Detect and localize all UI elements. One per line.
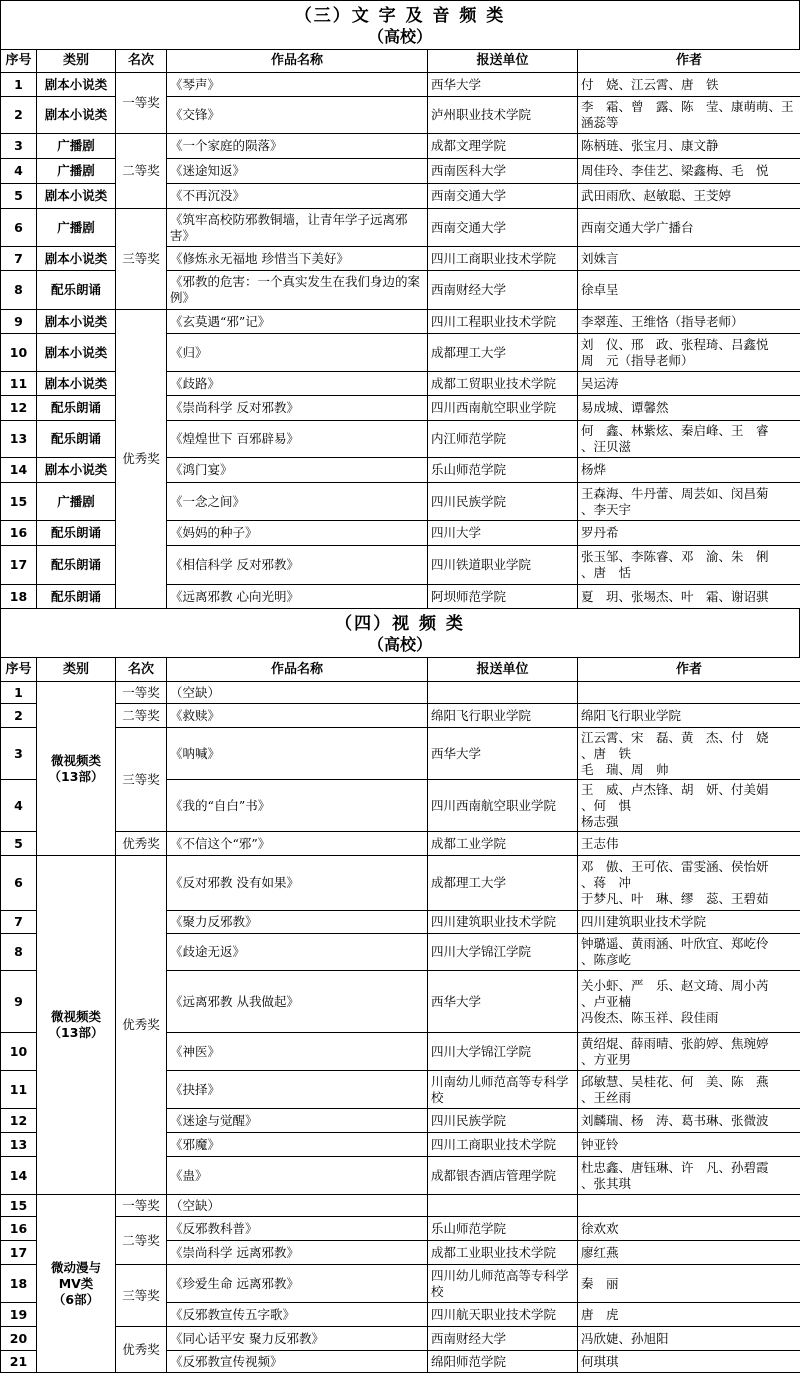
row-work: 《神医》 <box>167 1033 428 1071</box>
row-author: 杨烨 <box>578 458 800 483</box>
award-cell: 一等奖 <box>116 73 167 134</box>
row-unit: 泸州职业技术学院 <box>428 97 578 134</box>
row-work: 《救赎》 <box>167 704 428 728</box>
category-group-cell: 微动漫与 MV类 （6部） <box>37 1195 116 1373</box>
row-unit: 四川民族学院 <box>428 1109 578 1133</box>
row-number: 1 <box>1 73 37 97</box>
row-author: 夏 玥、张埸杰、叶 霜、谢诏骐 <box>578 585 800 609</box>
header-work: 作品名称 <box>167 658 428 682</box>
row-number: 9 <box>1 310 37 334</box>
table-row <box>1 682 800 704</box>
row-unit: 西南交通大学 <box>428 184 578 209</box>
header-category: 类别 <box>37 658 116 682</box>
row-number: 14 <box>1 458 37 483</box>
table-row <box>1 209 800 247</box>
row-author: 武田雨欣、赵敏聪、王芠婷 <box>578 184 800 209</box>
row-number: 1 <box>1 682 37 704</box>
award-cell: 三等奖 <box>116 1265 167 1327</box>
row-unit: 成都文理学院 <box>428 134 578 159</box>
row-number: 12 <box>1 1109 37 1133</box>
row-author: 何 鑫、林紫炫、秦启峰、王 睿 、汪贝滋 <box>578 421 800 458</box>
row-number: 15 <box>1 483 37 521</box>
row-unit <box>428 1195 578 1217</box>
row-author: 罗丹希 <box>578 521 800 546</box>
header-award: 名次 <box>116 50 167 73</box>
row-work: 《交锋》 <box>167 97 428 134</box>
row-unit: 成都银杏酒店管理学院 <box>428 1157 578 1195</box>
row-number: 2 <box>1 704 37 728</box>
row-number: 16 <box>1 1217 37 1241</box>
row-author: 邱敏慧、吴桂花、何 美、陈 燕 、王丝雨 <box>578 1071 800 1109</box>
row-unit: 四川工商职业技术学院 <box>428 247 578 271</box>
row-work: 《歧途无返》 <box>167 934 428 971</box>
row-unit: 西华大学 <box>428 73 578 97</box>
row-author: 关小虾、严 乐、赵文琦、周小芮 、卢亚楠 冯俊杰、陈玉祥、段佳雨 <box>578 971 800 1033</box>
row-author: 李翠莲、王维恪（指导老师） <box>578 310 800 334</box>
header-author: 作者 <box>578 658 800 682</box>
row-author: 李 霜、曾 露、陈 莹、康萌萌、王涵蕊等 <box>578 97 800 134</box>
row-work: 《远离邪教 从我做起》 <box>167 971 428 1033</box>
row-unit: 四川西南航空职业学院 <box>428 780 578 832</box>
row-author: 易成城、谭馨然 <box>578 396 800 421</box>
row-author: 廖红燕 <box>578 1241 800 1265</box>
header-no: 序号 <box>1 50 37 73</box>
row-unit: 成都工业职业技术学院 <box>428 1241 578 1265</box>
table-row <box>1 1327 800 1351</box>
row-work: 《反邪教科普》 <box>167 1217 428 1241</box>
award-cell: 优秀奖 <box>116 856 167 1195</box>
row-number: 17 <box>1 546 37 585</box>
row-unit <box>428 682 578 704</box>
section4-subtitle: （高校） <box>367 635 432 654</box>
row-category: 广播剧 <box>37 134 116 159</box>
row-unit: 四川大学锦江学院 <box>428 1033 578 1071</box>
row-author: 张玉邹、李陈睿、邓 渝、朱 俐 、唐 恬 <box>578 546 800 585</box>
row-author: 冯欣婕、孙旭阳 <box>578 1327 800 1351</box>
row-category: 剧本小说类 <box>37 97 116 134</box>
row-author: 周佳玲、李佳艺、梁鑫梅、毛 悦 <box>578 159 800 184</box>
row-category: 剧本小说类 <box>37 73 116 97</box>
row-unit: 内江师范学院 <box>428 421 578 458</box>
row-number: 5 <box>1 184 37 209</box>
row-author: 王志伟 <box>578 832 800 856</box>
row-number: 14 <box>1 1157 37 1195</box>
row-number: 7 <box>1 911 37 934</box>
row-unit: 西南交通大学 <box>428 209 578 247</box>
row-category: 配乐朗诵 <box>37 546 116 585</box>
row-author: 陈柄琏、张宝月、康文静 <box>578 134 800 159</box>
row-number: 7 <box>1 247 37 271</box>
row-author: 江云霄、宋 磊、黄 杰、付 娆 、唐 铁 毛 瑞、周 帅 <box>578 728 800 780</box>
header-work: 作品名称 <box>167 50 428 73</box>
row-category: 剧本小说类 <box>37 372 116 396</box>
row-work: （空缺） <box>167 682 428 704</box>
row-author <box>578 682 800 704</box>
row-unit: 成都工业学院 <box>428 832 578 856</box>
header-author: 作者 <box>578 50 800 73</box>
row-author: 徐欢欢 <box>578 1217 800 1241</box>
row-work: 《煌煌世下 百邪辟易》 <box>167 421 428 458</box>
row-work: 《反对邪教 没有如果》 <box>167 856 428 911</box>
row-unit: 四川铁道职业学院 <box>428 546 578 585</box>
row-unit: 四川航天职业技术学院 <box>428 1303 578 1327</box>
row-work: 《远离邪教 心向光明》 <box>167 585 428 609</box>
row-work: 《不信这个“邪”》 <box>167 832 428 856</box>
header-category: 类别 <box>37 50 116 73</box>
row-unit: 四川民族学院 <box>428 483 578 521</box>
table-row <box>1 728 800 780</box>
header-unit: 报送单位 <box>428 658 578 682</box>
row-work: 《呐喊》 <box>167 728 428 780</box>
row-unit: 西华大学 <box>428 728 578 780</box>
row-author: 绵阳飞行职业学院 <box>578 704 800 728</box>
award-cell: 二等奖 <box>116 134 167 209</box>
row-number: 3 <box>1 728 37 780</box>
row-unit: 绵阳飞行职业学院 <box>428 704 578 728</box>
row-number: 10 <box>1 334 37 372</box>
award-cell: 优秀奖 <box>116 310 167 609</box>
row-category: 配乐朗诵 <box>37 421 116 458</box>
row-unit: 四川大学 <box>428 521 578 546</box>
row-work: 《反邪教宣传五字歌》 <box>167 1303 428 1327</box>
table-header-row <box>1 658 800 682</box>
row-number: 4 <box>1 780 37 832</box>
row-number: 13 <box>1 1133 37 1157</box>
row-number: 13 <box>1 421 37 458</box>
row-work: 《一个家庭的陨落》 <box>167 134 428 159</box>
row-number: 6 <box>1 856 37 911</box>
row-number: 6 <box>1 209 37 247</box>
section4-heading <box>0 609 800 657</box>
row-work: 《筑牢高校防邪教铜墙，让青年学子远离邪害》 <box>167 209 428 247</box>
section3-subtitle: （高校） <box>367 27 432 46</box>
row-category: 广播剧 <box>37 159 116 184</box>
row-category: 剧本小说类 <box>37 458 116 483</box>
row-number: 8 <box>1 934 37 971</box>
award-cell: 优秀奖 <box>116 1327 167 1373</box>
section3-table <box>0 49 800 609</box>
row-unit: 四川大学锦江学院 <box>428 934 578 971</box>
row-number: 2 <box>1 97 37 134</box>
section3-title: （三）文 字 及 音 频 类 <box>294 6 506 26</box>
row-work: 《归》 <box>167 334 428 372</box>
row-author: 刘 仪、邢 政、张程琦、吕鑫悦 周 元（指导老师） <box>578 334 800 372</box>
award-cell: 一等奖 <box>116 682 167 704</box>
row-category: 配乐朗诵 <box>37 585 116 609</box>
row-work: 《妈妈的种子》 <box>167 521 428 546</box>
row-unit: 西南财经大学 <box>428 271 578 310</box>
row-unit: 成都理工大学 <box>428 856 578 911</box>
row-number: 11 <box>1 1071 37 1109</box>
award-cell: 优秀奖 <box>116 832 167 856</box>
header-unit: 报送单位 <box>428 50 578 73</box>
award-cell: 二等奖 <box>116 1217 167 1265</box>
award-cell: 一等奖 <box>116 1195 167 1217</box>
row-number: 3 <box>1 134 37 159</box>
row-work: 《迷途与觉醒》 <box>167 1109 428 1133</box>
table-row <box>1 1217 800 1241</box>
section4-title: （四）视 频 类 <box>335 614 465 634</box>
row-work: 《邪魔》 <box>167 1133 428 1157</box>
row-number: 17 <box>1 1241 37 1265</box>
row-unit: 乐山师范学院 <box>428 1217 578 1241</box>
row-unit: 绵阳师范学院 <box>428 1351 578 1373</box>
row-unit: 四川工商职业技术学院 <box>428 1133 578 1157</box>
row-author: 何琪琪 <box>578 1351 800 1373</box>
row-work: 《鸿门宴》 <box>167 458 428 483</box>
row-unit: 四川工程职业技术学院 <box>428 310 578 334</box>
row-number: 18 <box>1 1265 37 1303</box>
table-row <box>1 704 800 728</box>
row-author: 王森海、牛丹蕾、周芸如、闵昌菊 、李天宇 <box>578 483 800 521</box>
row-number: 21 <box>1 1351 37 1373</box>
row-unit: 西华大学 <box>428 971 578 1033</box>
row-author: 四川建筑职业技术学院 <box>578 911 800 934</box>
row-work: 《蛊》 <box>167 1157 428 1195</box>
row-number: 9 <box>1 971 37 1033</box>
row-work: （空缺） <box>167 1195 428 1217</box>
table-row <box>1 1195 800 1217</box>
row-category: 剧本小说类 <box>37 247 116 271</box>
row-author: 刘姝言 <box>578 247 800 271</box>
row-category: 配乐朗诵 <box>37 396 116 421</box>
header-no: 序号 <box>1 658 37 682</box>
row-work: 《崇尚科学 反对邪教》 <box>167 396 428 421</box>
row-work: 《邪教的危害：一个真实发生在我们身边的案例》 <box>167 271 428 310</box>
row-author: 杜忠鑫、唐钰琳、许 凡、孙碧霞 、张其琪 <box>578 1157 800 1195</box>
row-unit: 四川建筑职业技术学院 <box>428 911 578 934</box>
section3-heading <box>0 0 800 49</box>
row-author: 吴运涛 <box>578 372 800 396</box>
row-number: 20 <box>1 1327 37 1351</box>
row-work: 《反邪教宣传视频》 <box>167 1351 428 1373</box>
header-award: 名次 <box>116 658 167 682</box>
row-number: 8 <box>1 271 37 310</box>
table-row <box>1 73 800 97</box>
row-author: 王 威、卢杰锋、胡 妍、付美娟 、何 惧 杨志强 <box>578 780 800 832</box>
row-unit: 四川西南航空职业学院 <box>428 396 578 421</box>
row-work: 《修炼永无福地 珍惜当下美好》 <box>167 247 428 271</box>
row-work: 《聚力反邪教》 <box>167 911 428 934</box>
row-work: 《不再沉没》 <box>167 184 428 209</box>
row-author <box>578 1195 800 1217</box>
row-number: 16 <box>1 521 37 546</box>
row-unit: 成都理工大学 <box>428 334 578 372</box>
row-number: 12 <box>1 396 37 421</box>
row-category: 广播剧 <box>37 483 116 521</box>
row-unit: 西南医科大学 <box>428 159 578 184</box>
category-group-cell: 微视频类 （13部） <box>37 682 116 856</box>
row-number: 5 <box>1 832 37 856</box>
row-author: 秦 丽 <box>578 1265 800 1303</box>
category-group-cell: 微视频类 （13部） <box>37 856 116 1195</box>
row-category: 配乐朗诵 <box>37 521 116 546</box>
section4-table <box>0 657 800 1373</box>
row-category: 广播剧 <box>37 209 116 247</box>
table-row <box>1 134 800 159</box>
table-row <box>1 856 800 911</box>
award-cell: 三等奖 <box>116 209 167 310</box>
row-number: 19 <box>1 1303 37 1327</box>
row-author: 邓 傲、王可依、雷雯涵、侯怡妍 、蒋 冲 于梦凡、叶 琳、缪 蕊、王碧茹 <box>578 856 800 911</box>
row-work: 《玄莫遇“邪”记》 <box>167 310 428 334</box>
award-cell: 三等奖 <box>116 728 167 832</box>
row-work: 《相信科学 反对邪教》 <box>167 546 428 585</box>
row-work: 《同心话平安 聚力反邪教》 <box>167 1327 428 1351</box>
row-number: 4 <box>1 159 37 184</box>
row-unit: 成都工贸职业技术学院 <box>428 372 578 396</box>
table-header-row <box>1 50 800 73</box>
row-author: 黄绍焜、薛雨晴、张韵婷、焦琬婷 、方亚男 <box>578 1033 800 1071</box>
row-number: 18 <box>1 585 37 609</box>
row-number: 11 <box>1 372 37 396</box>
row-work: 《琴声》 <box>167 73 428 97</box>
row-author: 唐 虎 <box>578 1303 800 1327</box>
table-row <box>1 1265 800 1303</box>
row-work: 《歧路》 <box>167 372 428 396</box>
row-category: 配乐朗诵 <box>37 271 116 310</box>
row-work: 《我的“自白”书》 <box>167 780 428 832</box>
row-author: 钟璐遥、黄雨涵、叶欣宜、郑屹伶 、陈彦屹 <box>578 934 800 971</box>
row-unit: 阿坝师范学院 <box>428 585 578 609</box>
row-work: 《迷途知返》 <box>167 159 428 184</box>
row-author: 西南交通大学广播台 <box>578 209 800 247</box>
row-work: 《一念之间》 <box>167 483 428 521</box>
row-number: 10 <box>1 1033 37 1071</box>
row-author: 刘麟瑞、杨 涛、葛书琳、张微波 <box>578 1109 800 1133</box>
award-cell: 二等奖 <box>116 704 167 728</box>
row-unit: 西南财经大学 <box>428 1327 578 1351</box>
row-number: 15 <box>1 1195 37 1217</box>
row-category: 剧本小说类 <box>37 184 116 209</box>
row-unit: 四川幼儿师范高等专科学校 <box>428 1265 578 1303</box>
row-unit: 川南幼儿师范高等专科学校 <box>428 1071 578 1109</box>
row-category: 剧本小说类 <box>37 334 116 372</box>
row-work: 《珍爱生命 远离邪教》 <box>167 1265 428 1303</box>
table-row <box>1 832 800 856</box>
row-unit: 乐山师范学院 <box>428 458 578 483</box>
row-work: 《崇尚科学 远离邪教》 <box>167 1241 428 1265</box>
row-work: 《抉择》 <box>167 1071 428 1109</box>
row-author: 付 娆、江云霄、唐 铁 <box>578 73 800 97</box>
row-author: 钟亚铃 <box>578 1133 800 1157</box>
row-category: 剧本小说类 <box>37 310 116 334</box>
table-row <box>1 310 800 334</box>
row-author: 徐卓呈 <box>578 271 800 310</box>
